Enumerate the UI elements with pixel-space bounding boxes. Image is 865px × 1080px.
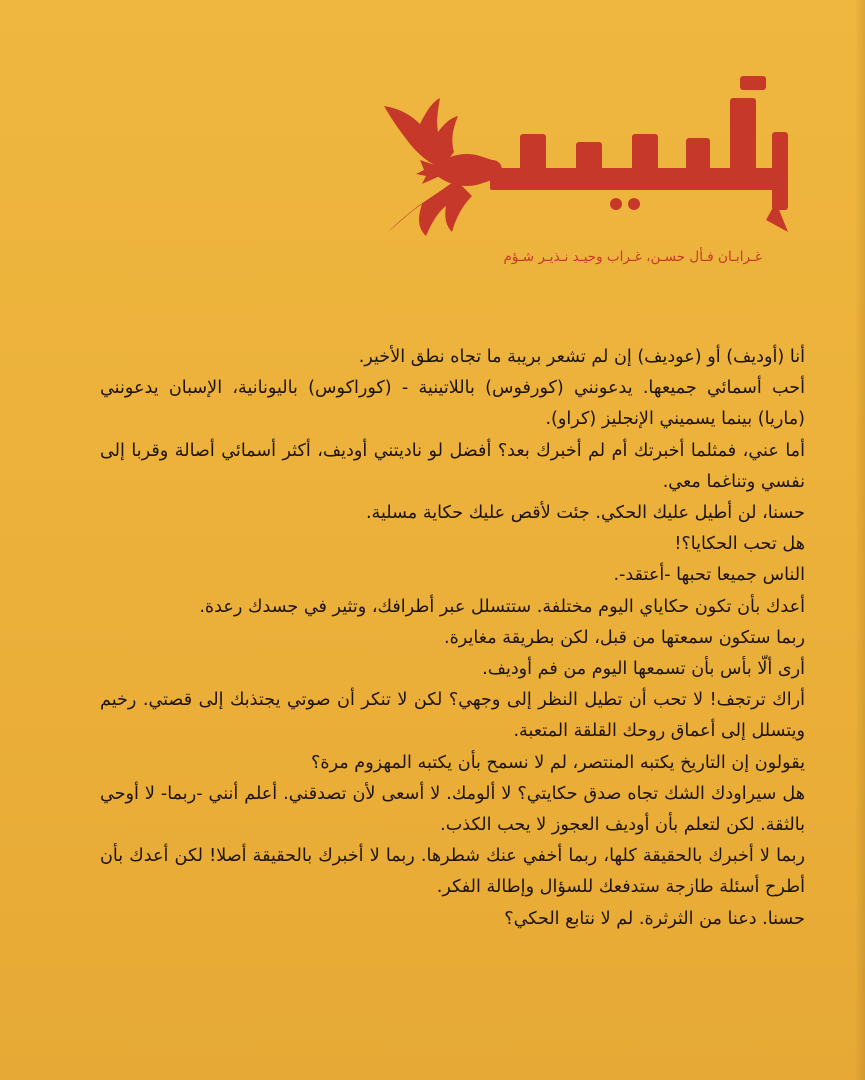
paragraph: حسنا، لن أطيل عليك الحكي. جئت لأقص عليك حكاية مسلية. <box>365 503 805 524</box>
paragraph: يقولون إن التاريخ يكتبه المنتصر، لم لا نسمح بأن يكتبه المهزوم مرة؟ <box>311 752 805 773</box>
tagline: غـرابـان فـأل حسـن، غـراب وحيـد نـذيـر شـؤم <box>503 249 762 265</box>
paragraph: أرى ألّا بأس بأن تسمعها اليوم من فم أوديف. <box>482 659 805 680</box>
paragraph: حسنا. دعنا من الثرثرة. لم لا نتابع الحكي؟ <box>504 908 805 929</box>
paragraph: ربما ستكون سمعتها من قبل، لكن بطريقة مغايرة. <box>444 627 805 648</box>
paragraph: أنا (أوديف) أو (عوديف) إن لم تشعر بريبة ما تجاه نطق الأخير. <box>358 347 805 367</box>
crow-silhouette-icon <box>384 98 502 236</box>
paragraph: أعدك بأن تكون حكاياي اليوم مختلفة. ستتسلل عبر أطرافك، وتثير في جسدك رعدة. <box>199 596 805 617</box>
page-edge-shadow <box>855 0 865 1080</box>
logo-letterforms <box>490 76 788 232</box>
title-logo <box>380 72 800 240</box>
paragraph: هل سيراودك الشك تجاه صدق حكايتي؟ لا ألومك. لا أسعى لأن تصدقني. أعلم أنني -ربما- لا أوحي بالثقة. لكن لتعلم بأن أوديف العجوز لا يحب الكذب. <box>100 783 805 836</box>
body-text <box>100 342 805 935</box>
paragraph: الناس جميعا تحبها -أعتقد-. <box>613 565 805 586</box>
paragraph: أحب أسمائي جميعها. يدعونني (كورفوس) باللاتينية - (كوراكوس) باليونانية، الإسبان يدعونني (ماريا) بينما يسميني الإنجليز (كراو). <box>100 378 805 430</box>
paragraph: أما عني، فمثلما أخبرتك أم لم أخبرك بعد؟ أفضل لو ناديتني أوديف، أكثر أسمائي أصالة وقربا إلى نفسي وتناغما معي. <box>100 440 805 492</box>
paragraph: أراك ترتجف! لا تحب أن تطيل النظر إلى وجهي؟ لكن لا تنكر أن صوتي يجتذبك إلى قصتي. رخيم ويتسلل إلى أعماق روحك القلقة المتعبة. <box>100 690 805 742</box>
logo-svg <box>380 72 800 240</box>
paragraph: ربما لا أخبرك بالحقيقة كلها، ربما أخفي عنك شطرها. ربما لا أخبرك بالحقيقة أصلا! لكن أعدك بأن أطرح أسئلة طازجة ستدفعك للسؤال وإطالة الفكر. <box>100 846 805 898</box>
paragraph: هل تحب الحكايا؟! <box>674 534 805 555</box>
